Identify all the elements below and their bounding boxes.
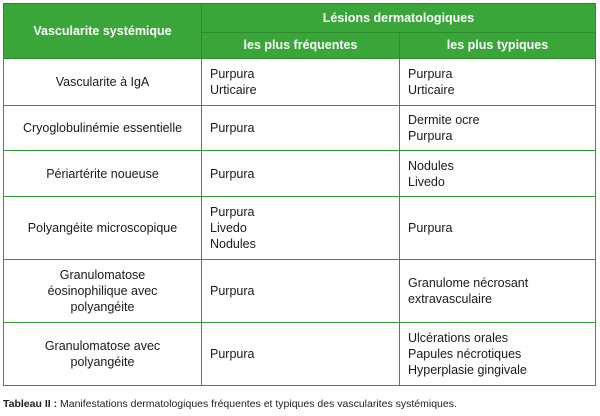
cell-line: Livedo [408, 174, 445, 189]
table-row [4, 197, 596, 260]
cell-line: Papules nécrotiques [408, 347, 522, 361]
cell-line: Nodules [210, 237, 256, 251]
frequent-lesions-cell [202, 151, 400, 197]
cell-line: Dermite ocre [408, 113, 480, 127]
cell-line: Périartérite noueuse [46, 166, 159, 181]
header-dermatologic-lesions: Lésions dermatologiques [202, 4, 596, 33]
disease-cell [4, 151, 202, 197]
cell-line: Granulomatose avec [44, 339, 161, 353]
header-most-frequent: les plus fréquentes [202, 32, 400, 58]
cell-line: Hyperplasie gingivale [408, 363, 527, 377]
cell-line: Purpura [408, 221, 453, 235]
cell-line: Polyangéite microscopique [27, 221, 178, 235]
table-row [4, 260, 596, 323]
cell-line: Urticaire [210, 83, 257, 97]
disease-cell [4, 59, 202, 106]
table-row [4, 106, 596, 151]
cell-line: Purpura [210, 121, 255, 135]
cell-line: Purpura [408, 129, 453, 143]
cell-line: Granulomatose [59, 268, 146, 282]
cell-line: Livedo [210, 221, 247, 235]
vasculitis-table-container [3, 3, 595, 386]
cell-line: éosinophilique avec [47, 284, 158, 298]
cell-line: Purpura [210, 347, 255, 361]
table-row [4, 59, 596, 106]
frequent-lesions-cell [202, 260, 400, 323]
cell-line: polyangéite [70, 300, 135, 314]
cell-line: Granulome nécrosant [408, 276, 529, 290]
typical-lesions-cell [400, 151, 596, 197]
typical-lesions-cell [400, 106, 596, 151]
header-vasculitis: Vascularite systémique [4, 4, 202, 59]
disease-cell [4, 260, 202, 323]
caption-label: Tableau II : [3, 398, 58, 410]
frequent-lesions-cell [202, 323, 400, 386]
cell-line: Vascularite à IgA [55, 75, 150, 89]
table-row [4, 323, 596, 386]
table-row [4, 151, 596, 197]
cell-line: Nodules [408, 158, 454, 173]
cell-line: Cryoglobulinémie essentielle [22, 121, 183, 135]
header-most-typical: les plus typiques [400, 32, 596, 58]
disease-cell [4, 106, 202, 151]
cell-line: Purpura [210, 166, 255, 181]
vasculitis-table [3, 3, 596, 386]
disease-cell [4, 197, 202, 260]
table-caption [3, 398, 457, 410]
cell-line: Purpura [210, 284, 255, 298]
cell-line: polyangéite [70, 355, 135, 369]
cell-line: Purpura [210, 67, 255, 81]
typical-lesions-cell [400, 323, 596, 386]
typical-lesions-cell [400, 197, 596, 260]
cell-line: Purpura [210, 205, 255, 219]
cell-line: extravasculaire [408, 292, 493, 306]
cell-line: Urticaire [408, 83, 455, 97]
cell-line: Ulcérations orales [408, 331, 509, 345]
frequent-lesions-cell [202, 106, 400, 151]
table-body [4, 59, 596, 386]
caption-text: Manifestations dermatologiques fréquentes et typiques des vascularites systémiques. [60, 398, 457, 410]
frequent-lesions-cell [202, 197, 400, 260]
frequent-lesions-cell [202, 59, 400, 106]
typical-lesions-cell [400, 59, 596, 106]
typical-lesions-cell [400, 260, 596, 323]
cell-line: Purpura [408, 67, 453, 81]
disease-cell [4, 323, 202, 386]
